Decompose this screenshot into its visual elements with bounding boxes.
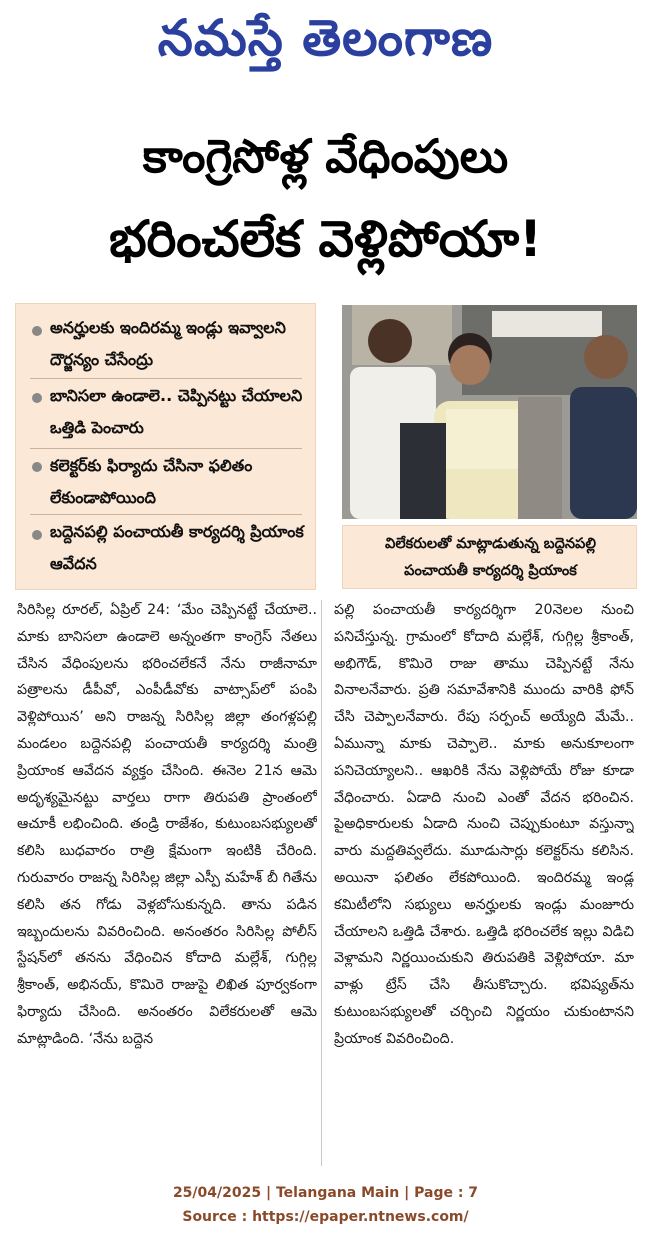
- article-column-right: [334, 597, 634, 1167]
- footer-date-line: 25/04/2025 | Telangana Main | Page : 7: [172, 1185, 479, 1201]
- divider: [30, 514, 302, 515]
- column-divider: [321, 600, 322, 1166]
- bullet-icon: [32, 462, 42, 472]
- masthead: [0, 0, 651, 80]
- caption-line-2: పంచాయతీ కార్యదర్శి ప్రియాంక: [404, 563, 577, 579]
- footer-source-line: Source : https://epaper.ntnews.com/: [182, 1209, 469, 1225]
- caption-line-1: విలేకరులతో మాట్లాడుతున్న బద్దెనపల్లి: [385, 536, 596, 552]
- headline-line-2: భరించలేక వెళ్లిపోయా!: [109, 210, 542, 268]
- bullet-icon: [32, 326, 42, 336]
- photo-illustration: [342, 305, 637, 519]
- highlight-item: అనర్హులకు ఇందిరమ్మ ఇండ్లు ఇవ్వాలని దౌర్జన్యం చేసేంద్రు: [50, 318, 286, 369]
- news-photo: [342, 305, 637, 519]
- highlights-box: [15, 303, 316, 590]
- newspaper-title: నమస్తే తెలంగాణ: [157, 8, 494, 67]
- headline-line-1: కాంగ్రెసోళ్ల వేధింపులు: [142, 129, 509, 183]
- divider: [30, 378, 302, 379]
- photo-caption: [342, 525, 637, 589]
- highlight-item: కలెక్టర్‌కు ఫిర్యాదు చేసినా ఫలితం లేకుండాపోయింది: [50, 456, 253, 507]
- bullet-icon: [32, 393, 42, 403]
- article-column-left: [17, 597, 317, 1167]
- highlight-item: బద్దెనపల్లి పంచాయతీ కార్యదర్శి ప్రియాంక ఆవేదన: [50, 522, 304, 573]
- article-text: పల్లి పంచాయతీ కార్యదర్శిగా 20నెలల నుంచి పనిచేస్తున్న. గ్రామంలో కోదాది మల్లేశ్‌, గుగ్గిల్ల శ్రీకాంత్‌, అభిగౌడ్‌, కొమిరె రాజు తాము చెప్పినట్టే నేను వినాలనేవారు. ప్రతి సమావేశానికి ముందు వారికి ఫోన్‌ చేసి చెప్పాలనేవారు. రేపు సర్పంచ్‌ అయ్యేది మేమే.. ఏమున్నా మాకు చెప్పాలె.. మాకు అనుకూలంగా పనిచెయ్యాలని.. ఆఖరికి నేను వెళ్లిపోయే రోజు కూడా వేధించారు. ఏడాది నుంచి ఎంతో వేదన భరించిన. పైఅధికారులకు ఏడాది నుంచి చెప్పుకుంటూ వస్తున్నా వారు మద్దతివ్వలేదు. మూడుసార్లు కలెక్టర్‌ను కలిసిన. అయినా ఫలితం లేకపోయింది. ఇందిరమ్మ ఇండ్ల కమిటీలోని సభ్యులు అనర్హులకు ఇండ్లు మంజూరు చేయాలని ఒత్తిడి చేశారు. ఒత్తిడి భరించలేక ఇల్లు విడిచి వెళ్లామని నిర్ణయించుకుని తిరుపతికి వెళ్లిపోయా. మా వాళ్లు ట్రేస్‌ చేసి తీసుకొచ్చారు. భవిష్యత్‌ను కుటుంబసభ్యులతో చర్చించి నిర్ణయం చుకుంటానని ప్రియాంక వివరించింది.: [334, 602, 634, 1047]
- article-text: సిరిసిల్ల రూరల్‌, ఏప్రిల్‌ 24: ‘మేం చెప్పినట్టే చేయాలె.. మాకు బానిసలా ఉండాలె అన్నంతగా కాంగ్రెస్‌ నేతలు చేసిన వేధింపులను భరించలేకనే నేను రాజీనామా పత్రాలను డీపీవో, ఎంపీడీవోకు వాట్సాప్‌లో పంపి వెళ్లిపోయిన’ అని రాజన్న సిరిసిల్ల జిల్లా తంగళ్లపల్లి మండలం బద్దెనపల్లి పంచాయతీ కార్యదర్శి మంత్రి ప్రియాంక ఆవేదన వ్యక్తం చేసింది. ఈనెల 21న ఆమె అదృశ్యమైనట్టు వార్తలు రాగా తిరుపతి ప్రాంతంలో ఆచూకీ లభించింది. తండ్రి రాజేశం, కుటుంబసభ్యులతో కలిసి బుధవారం రాత్రి క్షేమంగా ఇంటికి చేరింది. గురువారం రాజన్న సిరిసిల్ల జిల్లా ఎస్పీ మహేశ్‌ బీ గితేను కలిసి తన గోడు వెళ్లబోసుకున్నది. తాను పడిన ఇబ్బందులను వివరించింది. అనంతరం సిరిసిల్ల పోలీస్‌ స్టేషన్‌లో తనను వేధించిన కోదాది మల్లేశ్‌, గుగ్గిల్ల శ్రీకాంత్‌, అభినయ్‌, కొమిరె రాజుపై లిఖిత పూర్వకంగా ఫిర్యాదు చేసింది. అనంతరం విలేకరులతో ఆమె మాట్లాడింది. ‘నేను బద్దెన: [17, 602, 317, 1047]
- divider: [30, 448, 302, 449]
- bullet-icon: [32, 530, 42, 540]
- highlight-item: బానిసలా ఉండాలె.. చెప్పినట్టు చేయాలని ఒత్తిడి పెంచారు: [50, 386, 303, 437]
